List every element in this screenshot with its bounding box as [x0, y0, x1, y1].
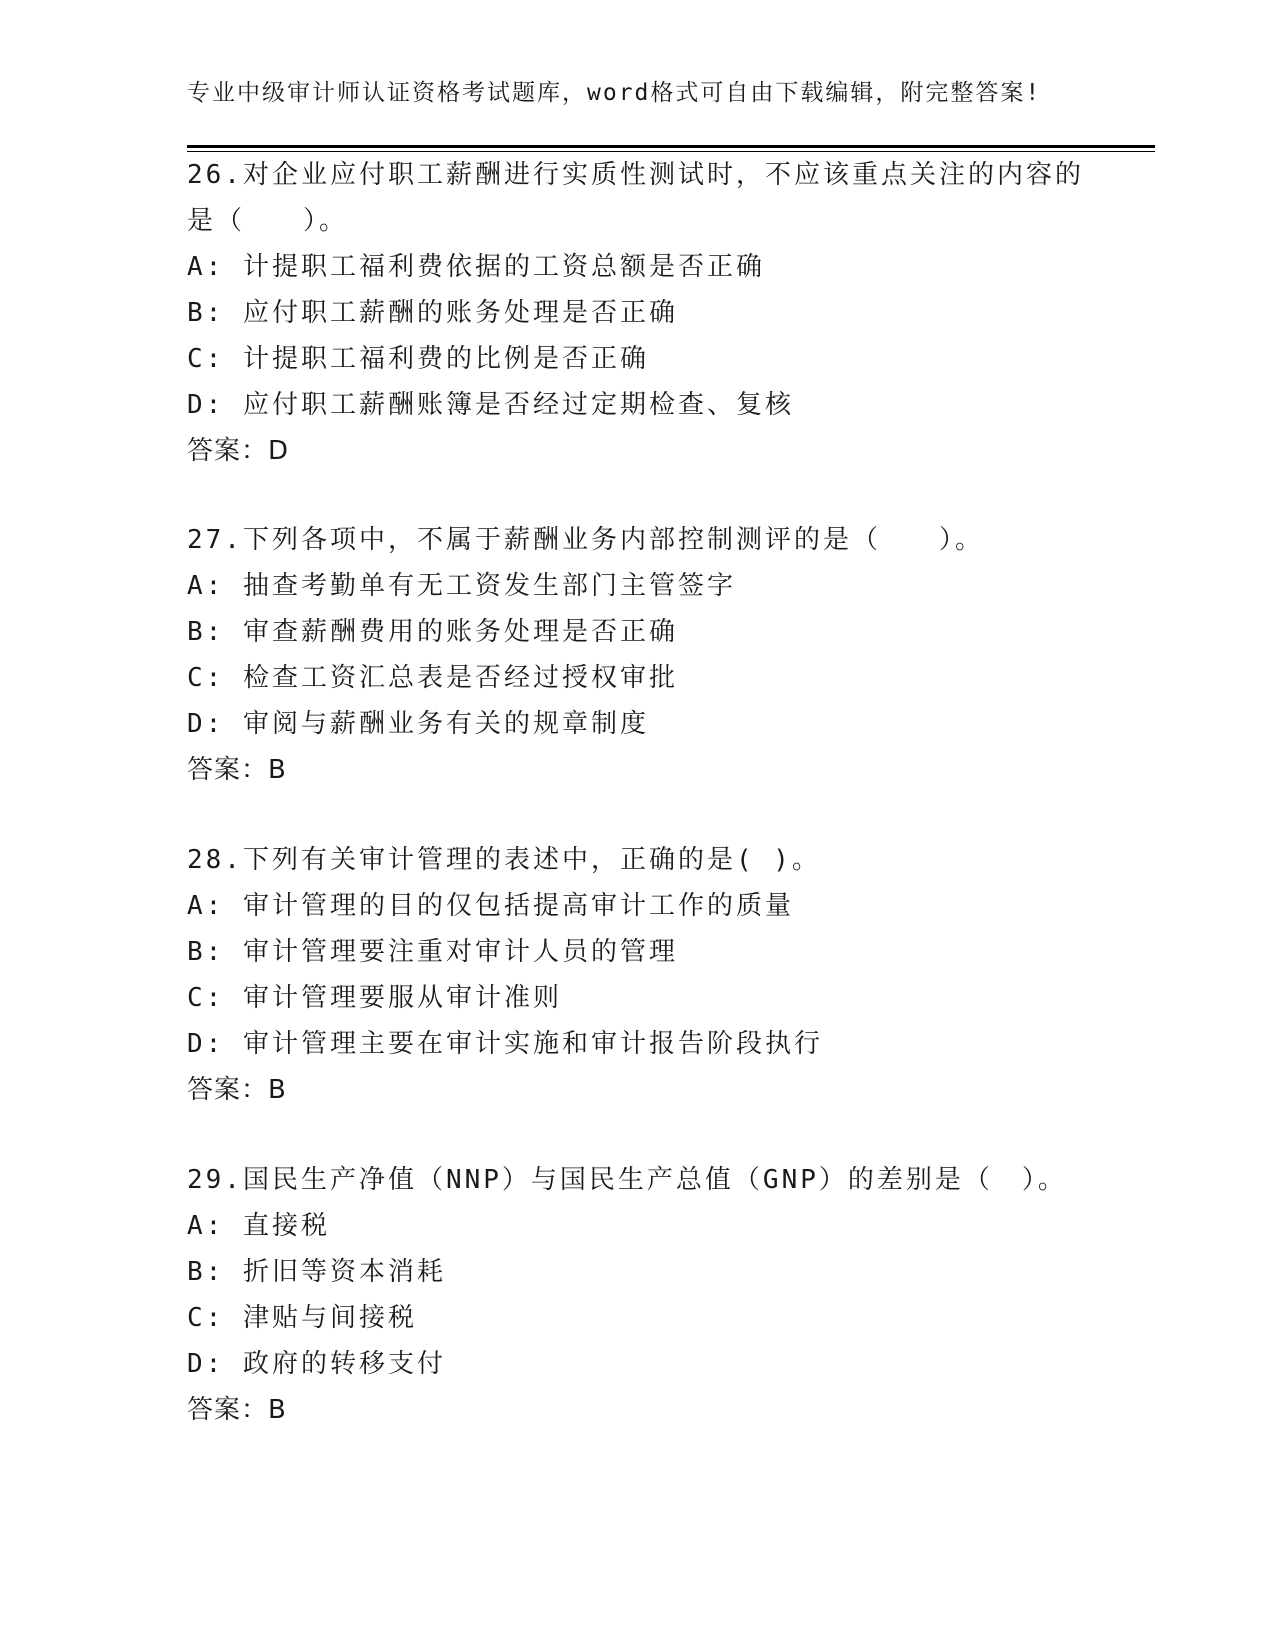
answer: 答案：B: [187, 1395, 287, 1425]
answer: 答案：D: [187, 436, 290, 466]
question-29: [187, 1157, 1087, 1433]
question-27: [187, 517, 1087, 793]
option-b: B: 审查薪酬费用的账务处理是否正确: [187, 617, 678, 647]
option-b: B: 应付职工薪酬的账务处理是否正确: [187, 298, 678, 328]
question-stem: 28.下列有关审计管理的表述中，正确的是( )。: [187, 845, 821, 875]
option-a: A: 计提职工福利费依据的工资总额是否正确: [187, 252, 765, 282]
option-b: B: 折旧等资本消耗: [187, 1257, 446, 1287]
header-rule-thick: [187, 145, 1155, 148]
question-stem: 27.下列各项中，不属于薪酬业务内部控制测评的是（ ）。: [187, 525, 984, 555]
option-d: D: 应付职工薪酬账簿是否经过定期检查、复核: [187, 390, 794, 420]
option-d: D: 审计管理主要在审计实施和审计报告阶段执行: [187, 1029, 823, 1059]
page-header: 专业中级审计师认证资格考试题库，word格式可自由下载编辑，附完整答案!: [187, 80, 1042, 106]
answer: 答案：B: [187, 755, 287, 785]
question-stem: 26.对企业应付职工薪酬进行实质性测试时，不应该重点关注的内容的: [187, 160, 1084, 190]
option-d: D: 政府的转移支付: [187, 1349, 446, 1379]
question-28: [187, 837, 1087, 1113]
option-c: C: 计提职工福利费的比例是否正确: [187, 344, 649, 374]
option-a: A: 直接税: [187, 1211, 330, 1241]
option-c: C: 检查工资汇总表是否经过授权审批: [187, 663, 678, 693]
question-stem: 29.国民生产净值（NNP）与国民生产总值（GNP）的差别是（ ）。: [187, 1165, 1067, 1195]
option-d: D: 审阅与薪酬业务有关的规章制度: [187, 709, 649, 739]
option-b: B: 审计管理要注重对审计人员的管理: [187, 937, 678, 967]
option-c: C: 津贴与间接税: [187, 1303, 417, 1333]
option-a: A: 审计管理的目的仅包括提高审计工作的质量: [187, 891, 794, 921]
answer: 答案：B: [187, 1075, 287, 1105]
question-26: [187, 152, 1087, 474]
question-stem-continued: 是（ ）。: [187, 206, 349, 236]
option-c: C: 审计管理要服从审计准则: [187, 983, 562, 1013]
option-a: A: 抽查考勤单有无工资发生部门主管签字: [187, 571, 736, 601]
